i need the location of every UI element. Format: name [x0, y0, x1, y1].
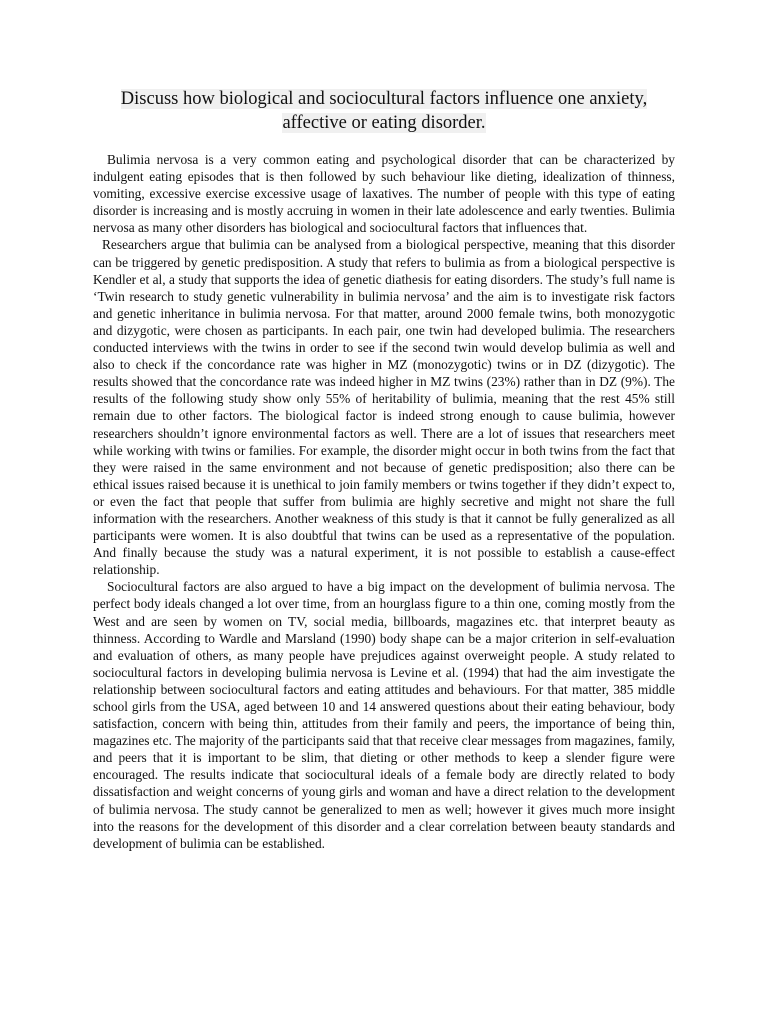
- paragraph-introduction: Bulimia nervosa is a very common eating and psychological disorder that can be characterized by indulgent eating episodes that is then followed by such behaviour like dieting, idealization of thinness, vomiting, excessive exercise excessive usage of laxatives. The number of people with this type of eating disorder is increasing and is mostly accruing in women in their late adolescence and early twenties. Bulimia nervosa as many other disorders has biological and sociocultural factors that influences that.: [93, 152, 675, 236]
- essay-title-line-2: affective or eating disorder.: [282, 113, 486, 133]
- paragraph-sociocultural-factors: Sociocultural factors are also argued to have a big impact on the development of bulimia nervosa. The perfect body ideals changed a lot over time, from an hourglass figure to a thin one, coming mostly from the West and are seen by women on TV, social media, billboards, magazines etc. that interpret beauty as thinness. According to Wardle and Marsland (1990) body shape can be a major criterion in self-evaluation and evaluation of others, as many people have prejudices against overweight people. A study related to sociocultural factors in developing bulimia nervosa is Levine et al. (1994) that had the aim investigate the relationship between sociocultural factors and eating attitudes and behaviours. For that matter, 385 middle school girls from the USA, aged between 10 and 14 answered questions about their eating behaviour, body satisfaction, concern with being thin, attitudes from their family and peers, the importance of being thin, magazines etc. The majority of the participants said that that receive clear messages from magazines, family, and peers that it is important to be slim, that dieting or other methods to keep a slender figure were encouraged. The results indicate that sociocultural ideals of a female body are directly related to body dissatisfaction and weight concerns of young girls and woman and have a direct relation to the development of bulimia nervosa. The study cannot be generalized to men as well; however it gives much more insight into the reasons for the development of this disorder and a clear correlation between beauty standards and development of bulimia can be established.: [93, 579, 675, 851]
- document-page: [93, 0, 675, 852]
- essay-title-line-1: Discuss how biological and sociocultural factors influence one anxiety,: [120, 89, 648, 109]
- paragraph-biological-factors: Researchers argue that bulimia can be analysed from a biological perspective, meaning that this disorder can be triggered by genetic predisposition. A study that refers to bulimia as from a biological perspective is Kendler et al, a study that supports the idea of genetic diathesis for eating disorders. The study’s full name is ‘Twin research to study genetic vulnerability in bulimia nervosa’ and the aim is to investigate risk factors and genetic inheritance in bulimia nervosa. For that matter, around 2000 female twins, both monozygotic and dizygotic, were chosen as participants. In each pair, one twin had developed bulimia. The researchers conducted interviews with the twins in order to see if the second twin would develop bulimia as well and also to check if the concordance rate was higher in MZ (monozygotic) twins or in DZ (dizygotic). The results showed that the concordance rate was indeed higher in MZ twins (23%) rather than in DZ (9%). The results of the following study show only 55% of heritability of bulimia, meaning that the rest 45% still remain due to other factors. The biological factor is indeed strong enough to cause bulimia, however researchers shouldn’t ignore environmental factors as well. There are a lot of issues that researchers meet while working with twins or families. For example, the disorder might occur in both twins from the fact that they were raised in the same environment and not because of genetic predisposition; also there can be ethical issues raised because it is unethical to join family members or twins together if they didn’t expect to, or even the fact that people that suffer from bulimia are highly secretive and might not share the full information with the researchers. Another weakness of this study is that it cannot be fully generalized as all participants were women. It is also doubtful that twins can be used as a representative of the population. And finally because the study was a natural experiment, it is not possible to establish a cause-effect relationship.: [93, 237, 675, 578]
- essay-title: [93, 87, 675, 135]
- essay-body: [93, 151, 675, 852]
